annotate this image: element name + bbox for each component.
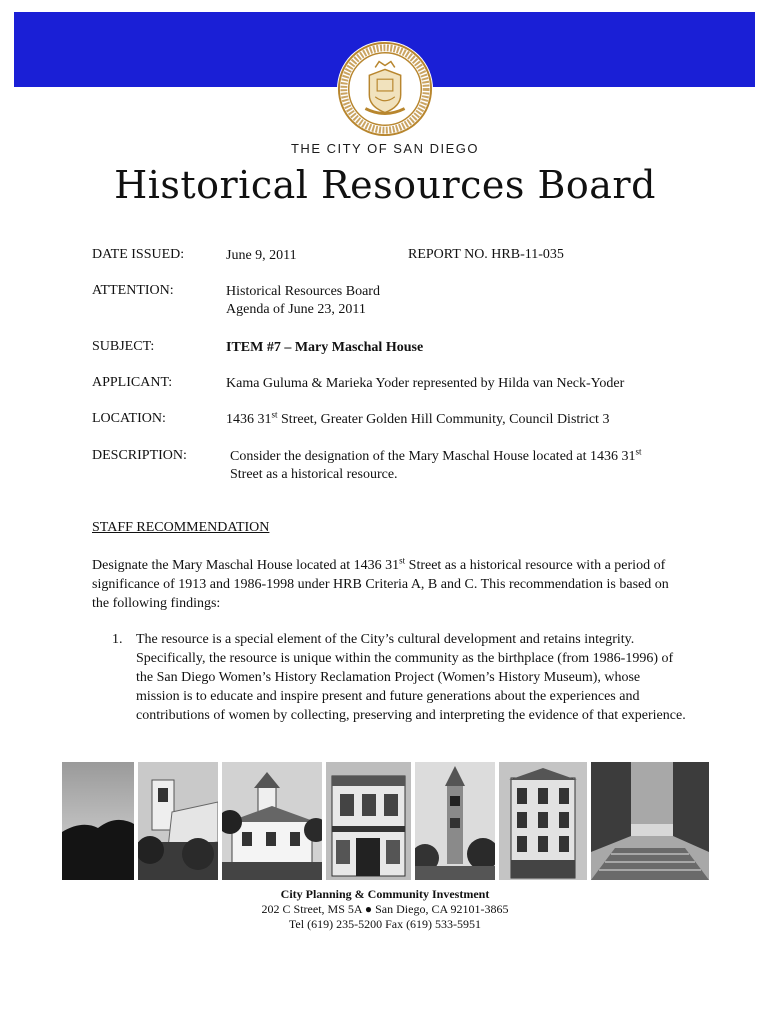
board-title: Historical Resources Board <box>114 163 656 207</box>
location-label: LOCATION: <box>92 411 166 426</box>
report-number: REPORT NO. HRB-11-035 <box>408 247 564 262</box>
applicant-value: Kama Guluma & Marieka Yoder represented by Hilda van Neck-Yoder <box>226 376 625 391</box>
hills-photo <box>62 762 134 880</box>
staff-recommendation-heading: STAFF RECOMMENDATION <box>92 520 270 535</box>
attention-value <box>226 283 380 319</box>
footer-department: City Planning & Community Investment <box>280 887 490 901</box>
description-value: Consider the designation of the Mary Maschal House located at 1436 31st Street as a historical resource. <box>230 446 642 482</box>
footer-phone: Tel (619) 235-5200 Fax (619) 533-5951 <box>288 917 482 931</box>
waterfront-steps-photo <box>591 762 709 880</box>
storefront-photo <box>326 762 411 880</box>
date-issued-value: June 9, 2011 <box>226 248 297 263</box>
date-issued-label: DATE ISSUED: <box>92 247 185 262</box>
attention-line-1: Historical Resources Board <box>226 284 380 299</box>
applicant-label: APPLICANT: <box>92 375 173 390</box>
footer <box>0 887 770 932</box>
city-seal-icon <box>336 40 434 138</box>
subject-label: SUBJECT: <box>92 339 155 354</box>
description-label: DESCRIPTION: <box>92 448 187 463</box>
attention-label: ATTENTION: <box>92 283 174 298</box>
city-name-line: THE CITY OF SAN DIEGO <box>290 141 479 156</box>
attention-line-2: Agenda of June 23, 2011 <box>226 302 366 317</box>
recommendation-paragraph: Designate the Mary Maschal House located at 1436 31st Street as a historical resource with a period of significance of 1913 and 1986-1998 under HRB Criteria A, B and C. This recommendation is based on the following findings: <box>92 555 669 611</box>
victorian-house-photo <box>222 762 322 880</box>
location-value: 1436 31st Street, Greater Golden Hill Community, Council District 3 <box>226 409 610 427</box>
footer-address: 202 C Street, MS 5A ● San Diego, CA 92101-3865 <box>261 902 509 916</box>
finding-number: 1. <box>112 632 123 647</box>
ornate-building-photo <box>499 762 587 880</box>
finding-text: The resource is a special element of the City’s cultural development and retains integrity. Specifically, the resource is unique within the community as the birthplace (from 1986-1996) of the San Diego Women’s History Reclamation Project (Women’s History Museum), whose mission is to educate and inspire present and future generations about the experiences and contributions of women by collecting, preserving and interpreting the evidence of that experience. <box>136 632 686 723</box>
photo-strip <box>62 762 709 880</box>
subject-value: ITEM #7 – Mary Maschal House <box>226 340 424 355</box>
bell-tower-photo <box>415 762 495 880</box>
mission-photo <box>138 762 218 880</box>
